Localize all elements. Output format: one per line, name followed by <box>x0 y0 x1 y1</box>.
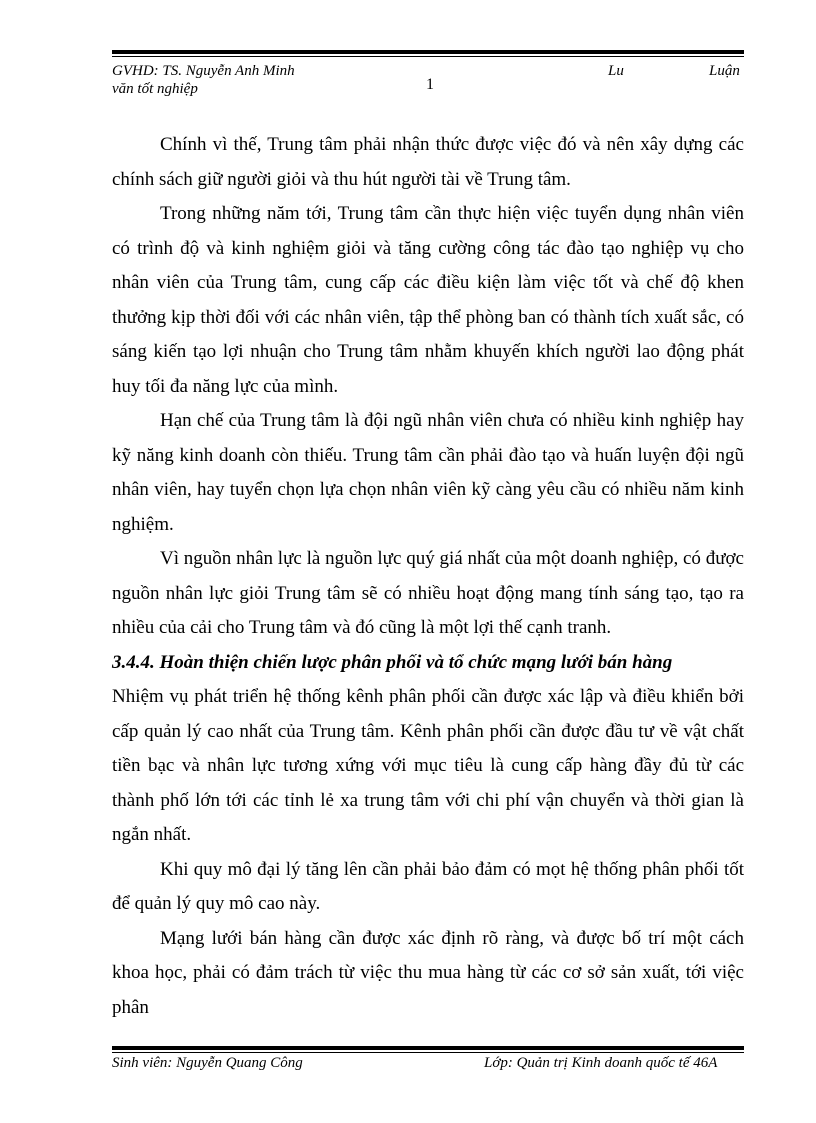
footer-rule-thin <box>112 1052 744 1053</box>
paragraph: Khi quy mô đại lý tăng lên cần phải bảo đảm có mọt hệ thống phân phối tốt để quản lý quy mô cao này. <box>112 858 744 914</box>
paragraph: Trong những năm tới, Trung tâm cần thực hiện việc tuyển dụng nhân viên có trình độ và kinh nghiệm giỏi và tăng cường công tác đào tạo nghiệp vụ cho nhân viên của Trung tâm, cung cấp các điều kiện làm việc tốt và chế độ khen thưởng kịp thời đối với các nhân viên, tập thể phòng ban có thành tích xuất sắc, có sáng kiến tạo lợi nhuận cho Trung tâm nhằm khuyến khích người lao động phát huy tối đa năng lực của mình. <box>112 203 744 397</box>
paragraph: Nhiệm vụ phát triển hệ thống kênh phân phối cần được xác lập và điều khiển bởi cấp quản lý cao nhất của Trung tâm. Kênh phân phối cần được đầu tư về vật chất tiền bạc và nhân lực tương xứng với mục tiêu là cung cấp hàng đầy đủ từ các thành phố lớn tới các tỉnh lẻ xa trung tâm với chi phí vận chuyển và thời gian là ngắn nhất. <box>112 686 744 845</box>
section-heading: 3.4.4. Hoàn thiện chiến lược phân phối và tổ chức mạng lưới bán hàng <box>112 651 673 673</box>
footer-class: Lớp: Quản trị Kinh doanh quốc tế 46A <box>484 1055 718 1071</box>
footer-rule-thick <box>112 1046 744 1050</box>
header-thesis-word-2: Luận <box>709 63 740 79</box>
paragraph: Hạn chế của Trung tâm là đội ngũ nhân viên chưa có nhiều kinh nghiệp hay kỹ năng kinh doanh còn thiếu. Trung tâm cần phải đào tạo và huấn luyện đội ngũ nhân viên, hay tuyển chọn lựa chọn nhân viên kỹ càng yêu cầu có nhiều năm kinh nghiệm. <box>112 410 744 535</box>
paragraph: Mạng lưới bán hàng cần được xác định rõ ràng, và được bố trí một cách khoa học, phải có đảm trách từ việc thu mua hàng từ các cơ sở sản xuất, tới việc phân <box>112 927 744 1018</box>
header-thesis-word-1: Lu <box>608 63 624 79</box>
paragraph: Chính vì thế, Trung tâm phải nhận thức được việc đó và nên xây dựng các chính sách giữ người giỏi và thu hút người tài về Trung tâm. <box>112 134 744 190</box>
page-number: 1 <box>426 76 434 93</box>
paragraph: Vì nguồn nhân lực là nguồn lực quý giá nhất của một doanh nghiệp, có được nguồn nhân lực giỏi Trung tâm sẽ có nhiều hoạt động mang tính sáng tạo, tạo ra nhiều của cải cho Trung tâm và đó cũng là một lợi thế cạnh tranh. <box>112 548 744 638</box>
footer-student: Sinh viên: Nguyễn Quang Công <box>112 1055 303 1071</box>
document-body <box>112 128 744 1025</box>
header-rule-thin <box>112 56 744 57</box>
header-rule-thick <box>112 50 744 54</box>
header-advisor: GVHD: TS. Nguyễn Anh Minh <box>112 63 295 79</box>
header-thesis-line-2: văn tốt nghiệp <box>112 81 198 97</box>
